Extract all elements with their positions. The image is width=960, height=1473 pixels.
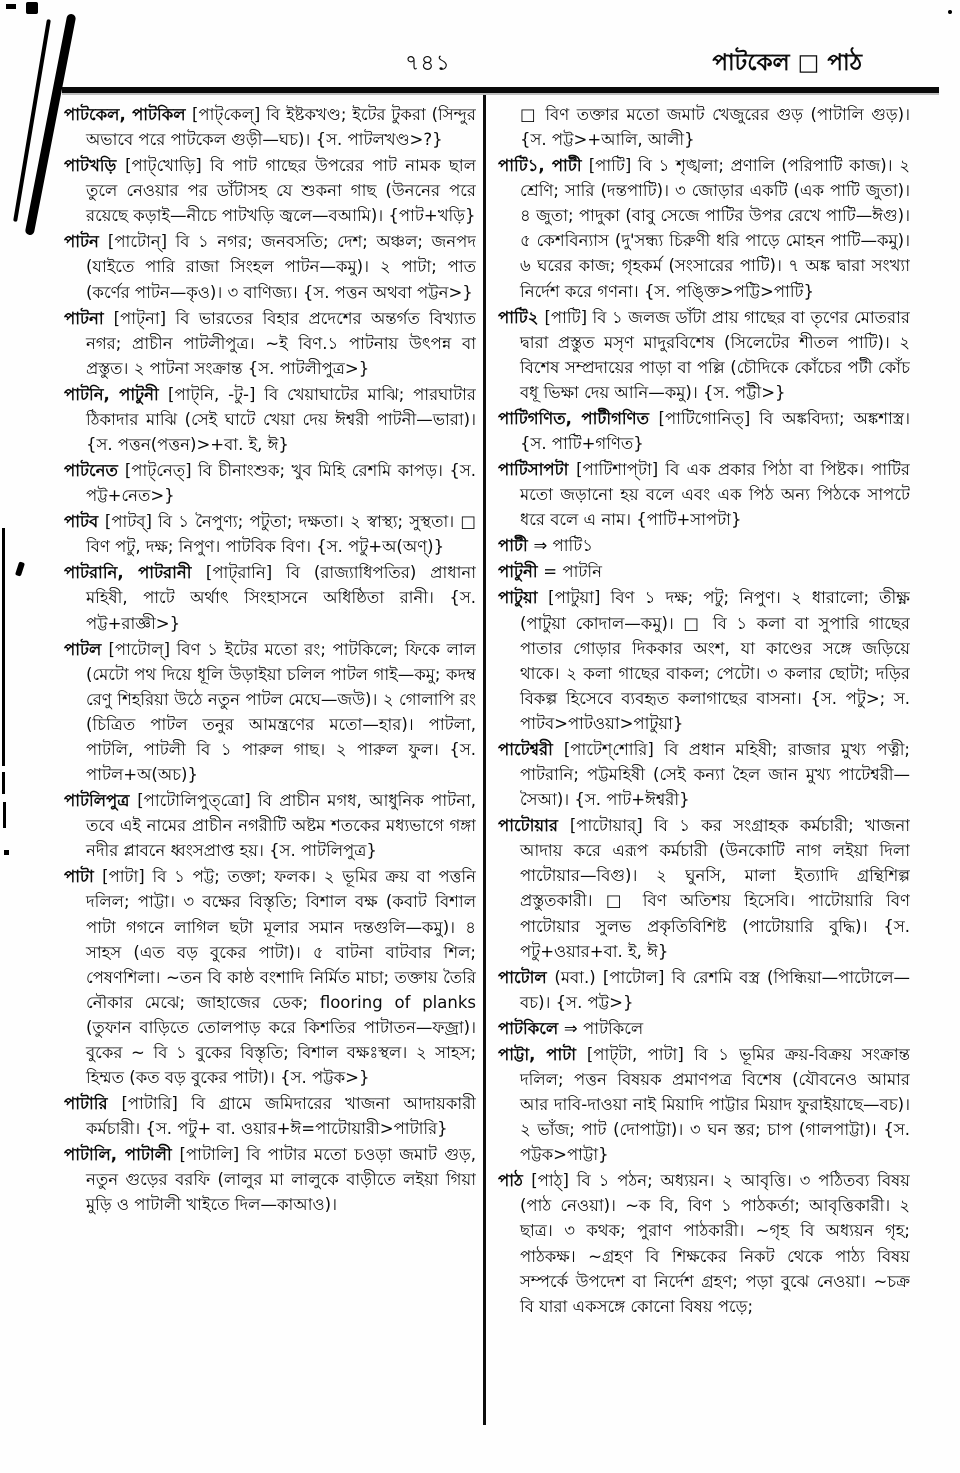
headword: পাটি১, পাটী: [498, 156, 589, 176]
entry-body: [পাট্‌নি, -টু-] বি খেয়াঘাটের মাঝি; পারঘাটার ঠিকাদার মাঝি (সেই ঘাটে খেয়া দেয় ঈশ্বরী পাটনী—ভারা)। {স. পত্তন(পত্তন)>+বা. ই, ঈ}: [86, 384, 476, 455]
headword: পাটোয়ার: [498, 816, 570, 836]
header-rule: [62, 87, 939, 93]
dictionary-entry: [498, 585, 910, 735]
headword: পাটালি, পাটালী: [64, 1145, 180, 1165]
entry-body: [পাঠ্] বি ১ পঠন; অধ্যয়ন। ২ আবৃত্তি। ৩ পঠিতব্য বিষয় (পাঠ নেওয়া)। ~ক বি, বিণ ১ পাঠকর্তা; আবৃত্তিকারী। ২ ছাত্র। ৩ কথক; পুরাণ পাঠকারী। ~গৃহ বি অধ্যয়ন গৃহ; পাঠকক্ষ। ~গ্রহণ বি শিক্ষকের নিকট থেকে পাঠ্য বিষয় সম্পর্কে উপদেশ বা নির্দেশ গ্রহণ; পড়া বুঝে নেওয়া। ~চক্র বি যারা একসঙ্গে কোনো বিষয় পড়ে;: [520, 1171, 910, 1316]
headword: পাটেশ্বরী: [498, 739, 564, 759]
headword: পাটোল: [498, 967, 555, 987]
entry-body: [পাটালি] বি পাটার মতো চওড়া জমাট গুড়, নতুন গুড়ের বরফি (লালুর মা লালুকে বাড়ীতে লইয়া গিয়া মুড়ি ও পাটালী খাইতে দিল—কাআও)।: [86, 1145, 476, 1215]
headword: পাটরানি, পাটরানী: [64, 563, 206, 583]
dictionary-entry: [498, 1042, 910, 1167]
headword: পাটলিপুত্র: [64, 791, 138, 811]
page-number: ৭৪১: [405, 51, 451, 76]
dictionary-entry: [498, 737, 910, 812]
entry-body: [পাটোল্] বিণ ১ ইটের মতো রং; পাটকিলে; ফিকে লাল (মেটো পথ দিয়ে ধূলি উড়াইয়া চলিল পাটল গাই—কমু; কদম্ব রেণু শিহরিয়া উঠে নতুন পাটল মেঘে—জউ)। ২ গোলাপি রং (চিত্রিত পাটল তনুর আমন্ত্রণের মতো—হার)। পাটলা, পাটলি, পাটলী বি ১ পারুল গাছ। ২ পারুল ফুল। {স. পাটল+অ(অচ)}: [86, 639, 476, 785]
headword: পাটব: [64, 512, 105, 532]
dictionary-entry: [498, 559, 910, 584]
entry-body: [পাটোন্] বি ১ নগর; জনবসতি; দেশ; অঞ্চল; জনপদ (যাইতে পারি রাজা সিংহল পাটন—কমু)। ২ পাটা; পাত (কর্ণের পাটন—কৃও)। ৩ বাণিজ্য। {স. পত্তন অথবা পট্টন>}: [86, 232, 476, 302]
entry-body: [পাটিগোনিত্] বি অঙ্কবিদ্যা; অঙ্কশাস্ত্র। {স. পাটি+গণিত}: [520, 408, 910, 454]
dictionary-entry: [64, 229, 476, 304]
dictionary-entry: [498, 305, 910, 405]
left-column: [64, 102, 476, 1422]
scan-artifact-mark: [6, 4, 16, 9]
headword: পাটকেল, পাটকিল: [64, 105, 192, 124]
entry-body: [পাটব্] বি ১ নৈপুণ্য; পটুতা; দক্ষতা। ২ স্বাস্থ্য; সুস্থতা। □ বিণ পটু, দক্ষ; নিপুণ। পাটবিক বিণ। {স. পটু+অ(অণ্)}: [86, 512, 476, 557]
dictionary-entry: [64, 153, 476, 228]
dictionary-entry: [64, 306, 476, 381]
column-divider: [483, 95, 486, 1425]
entry-body: □ বিণ তক্তার মতো জমাট খেজুরের গুড় (পাটালি গুড়)। {স. পট্ট>+আলি, আলী}: [520, 105, 910, 150]
headword: পাটারি: [64, 1094, 122, 1114]
headword: পাটকিলে: [498, 1018, 564, 1038]
entry-body: [পাট্‌রানি] বি (রাজ্যাধিপতির) প্রাধানা মহিষী, পাটে অর্থাৎ সিংহাসনে অধিষ্ঠিতা রানী। {স. পট্ট+রাজ্ঞী>}: [86, 563, 476, 633]
headword: পাটনেত: [64, 461, 125, 481]
dictionary-entry: [498, 102, 910, 152]
entry-body: ⇒ পাটি১: [533, 536, 593, 556]
scan-artifact-tick: [15, 561, 25, 576]
dictionary-entry: [498, 457, 910, 532]
entry-body: [পাটুয়া] বিণ ১ দক্ষ; পটু; নিপুণ। ২ ধারালো; তীক্ষ্ণ (পাটুয়া কোদাল—কমু)। □ বি ১ কলা বা সুপারি গাছের পাতার গোড়ার দিককার অংশ, যা কাণ্ডের সঙ্গে জড়িয়ে থাকে। ২ কলা গাছের বাকল; পেটো। ৩ কলার ছোটা; দড়ির বিকল্প হিসেবে ব্যবহৃত কলাগাছের বাসনা। {স. পটু>; স. পাটব>পাটওয়া>পাটুয়া}: [520, 588, 910, 733]
scan-artifact-edge-line: [2, 528, 5, 766]
dictionary-entry: [64, 458, 476, 508]
dictionary-entry: [498, 1016, 910, 1041]
right-column: [498, 102, 910, 1422]
headword: পাটুনী: [498, 562, 544, 582]
entry-body: (মবা.) [পাটোল] বি রেশমি বস্ত্র (পিন্ধিয়া—পাটোলে—বচ)। {স. পট্ট>}: [520, 967, 910, 1012]
headword: পাটনি, পাটুনী: [64, 384, 169, 404]
headword: পাটনা: [64, 308, 114, 328]
dictionary-entry: [498, 533, 910, 558]
dictionary-entry: [64, 560, 476, 635]
dictionary-entry: [498, 965, 910, 1015]
scan-artifact-dash: [3, 802, 6, 828]
entry-body: [পাটোয়ার্] বি ১ কর সংগ্রাহক কর্মচারী; খাজনা আদায় করে এরূপ কর্মচারী (উনকোটি নাগ লইয়া দিলা পাটোয়ার—বিগু)। ২ ঘুনসি, মালা ইত্যাদি গ্রন্থিশিল্প প্রস্তুতকারী। □ বিণ অতিশয় হিসেবি। পাটোয়ারি বিণ পাটোয়ার সুলভ প্রকৃতিবিশিষ্ট (পাটোয়ারি বুদ্ধি)। {স. পটু+ওয়ার+বা. ই, ঈ}: [520, 816, 910, 961]
entry-body: = পাটনি: [543, 562, 602, 582]
dictionary-entry: [64, 1142, 476, 1217]
dictionary-entry: [64, 788, 476, 863]
entry-body: [পাট্‌খোড়ি] বি পাট গাছের উপরের পাট নামক ছাল তুলে নেওয়ার পর ডাঁটাসহ যে শুকনা গাছ (উননের পরে রয়েছে কড়াই—নীচে পাটখড়ি জ্বলে—বআমি)। {পাট+খড়ি}: [86, 156, 476, 226]
scan-artifact-dash: [2, 772, 5, 794]
headword: পাট্টা, পাটা: [498, 1044, 587, 1064]
entry-body: [পাটেশ্‌শোরি] বি প্রধান মহিষী; রাজার মুখ্য পত্নী; পাটরানি; পট্টমহিষী (সেই কন্যা হৈল জান মুখ্য পাটেশ্বরী—সৈআ)। {স. পাট+ঈশ্বরী}: [520, 739, 910, 810]
headword: পাটি২: [498, 307, 545, 327]
entry-body: [পাটি] বি ১ জলজ ডাঁটা প্রায় গাছের বা তৃণের মোতরার দ্বারা প্রস্তুত মসৃণ মাদুরবিশেষ (সিলেটের শীতল পাটি)। ২ বিশেষ সম্প্রদায়ের পাড়া বা পল্লি (চৌদিকে কোঁচের পটী কোঁচ বধূ ভিক্ষা দেয় আনি—কমু)। {স. পট্টী>}: [520, 307, 910, 402]
dictionary-entry: [64, 637, 476, 787]
dictionary-entry: [498, 153, 910, 303]
dictionary-entry: [64, 382, 476, 457]
scan-artifact-dot: [948, 10, 952, 14]
dictionary-entry: [498, 406, 910, 456]
entry-body: [পাট্‌না] বি ভারতের বিহার প্রদেশের অন্তর্গত বিখ্যাত নগর; প্রাচীন পাটলীপুত্র। ~ই বিণ.১ পাটনায় উৎপন্ন বা প্রস্তুত। ২ পাটনা সংক্রান্ত {স. পাটলীপুত্র>}: [86, 308, 476, 378]
entry-body: [পাটা] বি ১ পট্ট; তক্তা; ফলক। ২ ভূমির ক্রয় বা পত্তনি দলিল; পাট্টা। ৩ বক্ষের বিস্তৃতি; বিশাল বক্ষ (কবাট বিশাল পাটা গগনে লাগিল ছটা মূলার সমান দন্তগুলি—কমু)। ৪ সাহস (এত বড় বুকের পাটা)। ৫ বাটনা বাটবার শিল; পেষণশিলা। ~তন বি কাষ্ঠ বংশাদি নির্মিত মাচা; তক্তায় তৈরি নৌকার মেঝে; জাহাজের ডেক; flooring of planks (তুফান বাড়িতে তোলপাড় করে কিশতির পাটাতন—ফজ্রা)। বুকের ~ বি ১ বুকের বিস্তৃতি; বিশাল বক্ষঃস্থল। ২ সাহস; হিম্মত (কত বড় বুকের পাটা)। {স. পট্টক>}: [86, 867, 476, 1087]
headword: পাটিসাপটা: [498, 460, 577, 480]
scan-artifact-mark: [26, 2, 38, 14]
headword: পাটী: [498, 536, 534, 556]
headword: পাটিগণিত, পাটীগণিত: [498, 408, 659, 428]
dictionary-entry: [498, 1168, 910, 1318]
entry-body: [পাটি] বি ১ শৃঙ্খলা; প্রণালি (পরিপাটি কাজ)। ২ শ্রেণি; সারি (দন্তপাটি)। ৩ জোড়ার একটি (এক পাটি জুতা)। ৪ জুতা; পাদুকা (বাবু সেজে পাটির উপর রেখে পাটি—ঈগু)। ৫ কেশবিন্যাস (দু'সন্ধ্য চিরুণী ধরি পাড়ে মোহন পাটি—কমু)। ৬ ঘরের কাজ; গৃহকর্ম (সংসারের পাটি)। ৭ অঙ্ক দ্বারা সংখ্যা নির্দেশ করে গণনা। {স. পঙ্ক্তি>পট্টি>পাটি}: [520, 156, 910, 301]
headword: পাটন: [64, 232, 108, 252]
entry-body: [পাটারি] বি গ্রামে জমিদারের খাজনা আদায়কারী কর্মচারী। {স. পটু+ বা. ওয়ার+ঈ=পাটোয়ারী>পাটারি}: [86, 1094, 476, 1139]
dictionary-entry: [64, 864, 476, 1090]
entry-body: [পাট্‌নেত্] বি চীনাংশুক; খুব মিহি রেশমি কাপড়। {স. পট্ট+নেত>}: [86, 461, 476, 506]
headword: পাটা: [64, 867, 103, 887]
dictionary-entry: [64, 1091, 476, 1141]
entry-body: [পাট্‌টা, পাটা] বি ১ ভূমির ক্রয়-বিক্রয় সংক্রান্ত দলিল; পত্তন বিষয়ক প্রমাণপত্র বিশেষ (যৌবনেও আমার আর দাবি-দাওয়া নাই মিয়াদি পাট্টার মিয়াদ ফুরাইয়াছে—বচ)। ২ ভাঁজ; পাট (দোপাট্টা)। ৩ ঘন স্তর; চাপ (গালপাট্টা)। {স. পট্টক>পাট্টা}: [520, 1044, 910, 1165]
headword: পাটখড়ি: [64, 156, 126, 176]
headword: পাটল: [64, 639, 109, 659]
headword: পাটুয়া: [498, 588, 549, 608]
entry-body: [পাটোলিপুত্‌ত্রো] বি প্রাচীন মগধ, আধুনিক পাটনা, তবে এই নামের প্রাচীন নগরীটি অষ্টম শতকের মধ্যভাগে গঙ্গা নদীর প্লাবনে ধ্বংসপ্রাপ্ত হয়। {স. পাটলিপুত্র}: [86, 791, 476, 861]
entry-body: [পাট্‌কেল্] বি ইষ্টকখণ্ড; ইটের টুকরা (সিন্দুর অভাবে পরে পাটকেল গুড়ী—ঘচ)। {স. পাটলখণ্ড>?}: [86, 105, 476, 150]
headword: পাঠ: [498, 1171, 532, 1191]
guide-words: পাটকেল □ পাঠ: [712, 50, 862, 76]
entry-body: ⇒ পাটকিলে: [563, 1018, 644, 1038]
dictionary-entry: [498, 813, 910, 963]
entry-body: [পাটিশাপ্‌টা] বি এক প্রকার পিঠা বা পিষ্টক। পাটির মতো জড়ানো হয় বলে এবং এক পিঠ অন্য পিঠকে সাপটে ধরে বলে এ নাম। {পাটি+সাপটা}: [520, 460, 910, 530]
scan-artifact-dot: [4, 850, 9, 855]
dictionary-entry: [64, 509, 476, 559]
dictionary-entry: [64, 102, 476, 152]
